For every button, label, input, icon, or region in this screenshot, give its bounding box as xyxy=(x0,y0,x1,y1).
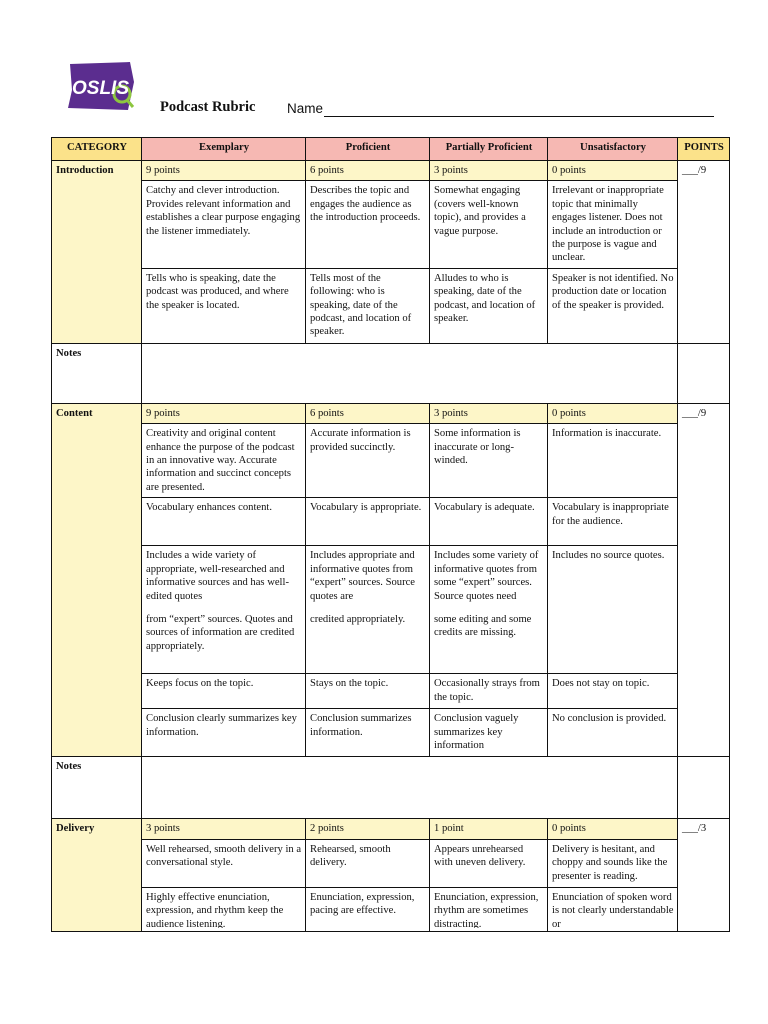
criteria-cell: Describes the topic and engages the audience as the introduction proceeds. xyxy=(306,181,430,268)
criteria-cell: Rehearsed, smooth delivery. xyxy=(306,839,430,887)
criteria-text: some editing and some credits are missing. xyxy=(434,613,532,639)
points-cell: 2 points xyxy=(306,819,430,839)
criteria-cell: Conclusion clearly summarizes key information. xyxy=(142,709,306,757)
name-field[interactable] xyxy=(324,116,714,117)
col-header-unsatisfactory: Unsatisfactory xyxy=(548,138,678,161)
criteria-text: Includes appropriate and informative quotes from “expert” sources. Source quotes are xyxy=(310,550,416,602)
criteria-text: Enunciation, expression, pacing are effective. xyxy=(310,891,415,917)
criteria-cell xyxy=(306,546,430,674)
criteria-cell: Does not stay on topic. xyxy=(548,674,678,709)
points-cell: 9 points xyxy=(142,403,306,423)
criteria-text: Includes some variety of informative quotes from some “expert” sources. Source quotes need xyxy=(434,550,539,602)
notes-row xyxy=(52,757,730,819)
table-row xyxy=(52,887,730,931)
notes-row xyxy=(52,343,730,403)
criteria-cell: Conclusion summarizes information. xyxy=(306,709,430,757)
score-introduction[interactable]: ___/9 xyxy=(678,161,730,344)
criteria-cell: Speaker is not identified. No production date or location of the speaker is provided. xyxy=(548,268,678,343)
content-points-row xyxy=(52,403,730,423)
criteria-cell: Occasionally strays from the topic. xyxy=(430,674,548,709)
score-delivery[interactable]: ___/3 xyxy=(678,819,730,931)
notes-points-blank xyxy=(678,343,730,403)
criteria-cell: Creativity and original content enhance the purpose of the podcast in an innovative way. Accurate information and succinct concepts are presented. xyxy=(142,424,306,498)
criteria-cell xyxy=(430,887,548,931)
points-cell: 6 points xyxy=(306,161,430,181)
logo-text: OSLIS xyxy=(72,78,130,99)
points-cell: 3 points xyxy=(142,819,306,839)
points-cell: 0 points xyxy=(548,819,678,839)
criteria-text: from “expert” sources. Quotes and sources of information are credited appropriately. xyxy=(146,613,295,652)
points-cell: 0 points xyxy=(548,161,678,181)
points-cell: 0 points xyxy=(548,403,678,423)
points-cell: 3 points xyxy=(430,403,548,423)
criteria-cell: Tells most of the following: who is speaking, date of the podcast, and location of speaker. xyxy=(306,268,430,343)
name-label: Name xyxy=(287,101,324,116)
criteria-cell: Stays on the topic. xyxy=(306,674,430,709)
oslis-logo xyxy=(64,60,136,112)
notes-label: Notes xyxy=(52,343,142,403)
criteria-text: Highly effective enunciation, expression, and rhythm keep the audience listening. xyxy=(146,891,284,928)
criteria-cell: Information is inaccurate. xyxy=(548,424,678,498)
table-row xyxy=(52,424,730,498)
table-row xyxy=(52,498,730,546)
category-introduction: Introduction xyxy=(52,161,142,344)
criteria-text: Includes a wide variety of appropriate, well-researched and informative sources and has well-edited quotes xyxy=(146,550,289,602)
col-header-proficient: Proficient xyxy=(306,138,430,161)
notes-field-content[interactable] xyxy=(142,757,678,819)
criteria-cell: Includes no source quotes. xyxy=(548,546,678,674)
category-content: Content xyxy=(52,403,142,756)
points-cell: 1 point xyxy=(430,819,548,839)
criteria-cell: Vocabulary is appropriate. xyxy=(306,498,430,546)
criteria-text: Enunciation, expression, rhythm are sometimes distracting. xyxy=(434,891,539,928)
criteria-cell: No conclusion is provided. xyxy=(548,709,678,757)
criteria-text: credited appropriately. xyxy=(310,613,406,625)
table-row xyxy=(52,181,730,268)
notes-field-introduction[interactable] xyxy=(142,343,678,403)
criteria-cell: Conclusion vaguely summarizes key information xyxy=(430,709,548,757)
points-cell: 9 points xyxy=(142,161,306,181)
criteria-cell xyxy=(548,887,678,931)
criteria-cell: Vocabulary is adequate. xyxy=(430,498,548,546)
category-delivery: Delivery xyxy=(52,819,142,931)
criteria-cell: Well rehearsed, smooth delivery in a conversational style. xyxy=(142,839,306,887)
col-header-points: POINTS xyxy=(678,138,730,161)
criteria-cell: Vocabulary is inappropriate for the audience. xyxy=(548,498,678,546)
criteria-cell xyxy=(306,887,430,931)
table-row xyxy=(52,546,730,674)
criteria-cell: Appears unrehearsed with uneven delivery. xyxy=(430,839,548,887)
criteria-cell: Vocabulary enhances content. xyxy=(142,498,306,546)
notes-points-blank xyxy=(678,757,730,819)
criteria-cell: Alludes to who is speaking, date of the podcast, and location of speaker. xyxy=(430,268,548,343)
table-row xyxy=(52,839,730,887)
criteria-cell: Catchy and clever introduction. Provides relevant information and establishes a clear purpose engaging the listener immediately. xyxy=(142,181,306,268)
table-row xyxy=(52,674,730,709)
criteria-cell: Some information is inaccurate or long-winded. xyxy=(430,424,548,498)
header-row xyxy=(52,138,730,161)
criteria-cell: Accurate information is provided succinctly. xyxy=(306,424,430,498)
table-row xyxy=(52,268,730,343)
criteria-cell: Delivery is hesitant, and choppy and sounds like the presenter is reading. xyxy=(548,839,678,887)
criteria-cell xyxy=(142,887,306,931)
delivery-points-row xyxy=(52,819,730,839)
points-cell: 6 points xyxy=(306,403,430,423)
criteria-text: Enunciation of spoken word is not clearly understandable or xyxy=(552,891,674,928)
rubric-table xyxy=(51,137,730,932)
score-content[interactable]: ___/9 xyxy=(678,403,730,756)
table-row xyxy=(52,709,730,757)
criteria-cell: Irrelevant or inappropriate topic that minimally engages listener. Does not include an introduction or the purpose is vague and unclear. xyxy=(548,181,678,268)
criteria-cell: Somewhat engaging (covers well-known topic), and provides a vague purpose. xyxy=(430,181,548,268)
notes-label: Notes xyxy=(52,757,142,819)
col-header-category: CATEGORY xyxy=(52,138,142,161)
criteria-cell xyxy=(430,546,548,674)
criteria-cell: Tells who is speaking, date the podcast was produced, and where the speaker is located. xyxy=(142,268,306,343)
page-title: Podcast Rubric xyxy=(160,99,256,115)
col-header-exemplary: Exemplary xyxy=(142,138,306,161)
points-cell: 3 points xyxy=(430,161,548,181)
col-header-partially-proficient: Partially Proficient xyxy=(430,138,548,161)
introduction-points-row xyxy=(52,161,730,181)
criteria-cell xyxy=(142,546,306,674)
criteria-cell: Keeps focus on the topic. xyxy=(142,674,306,709)
